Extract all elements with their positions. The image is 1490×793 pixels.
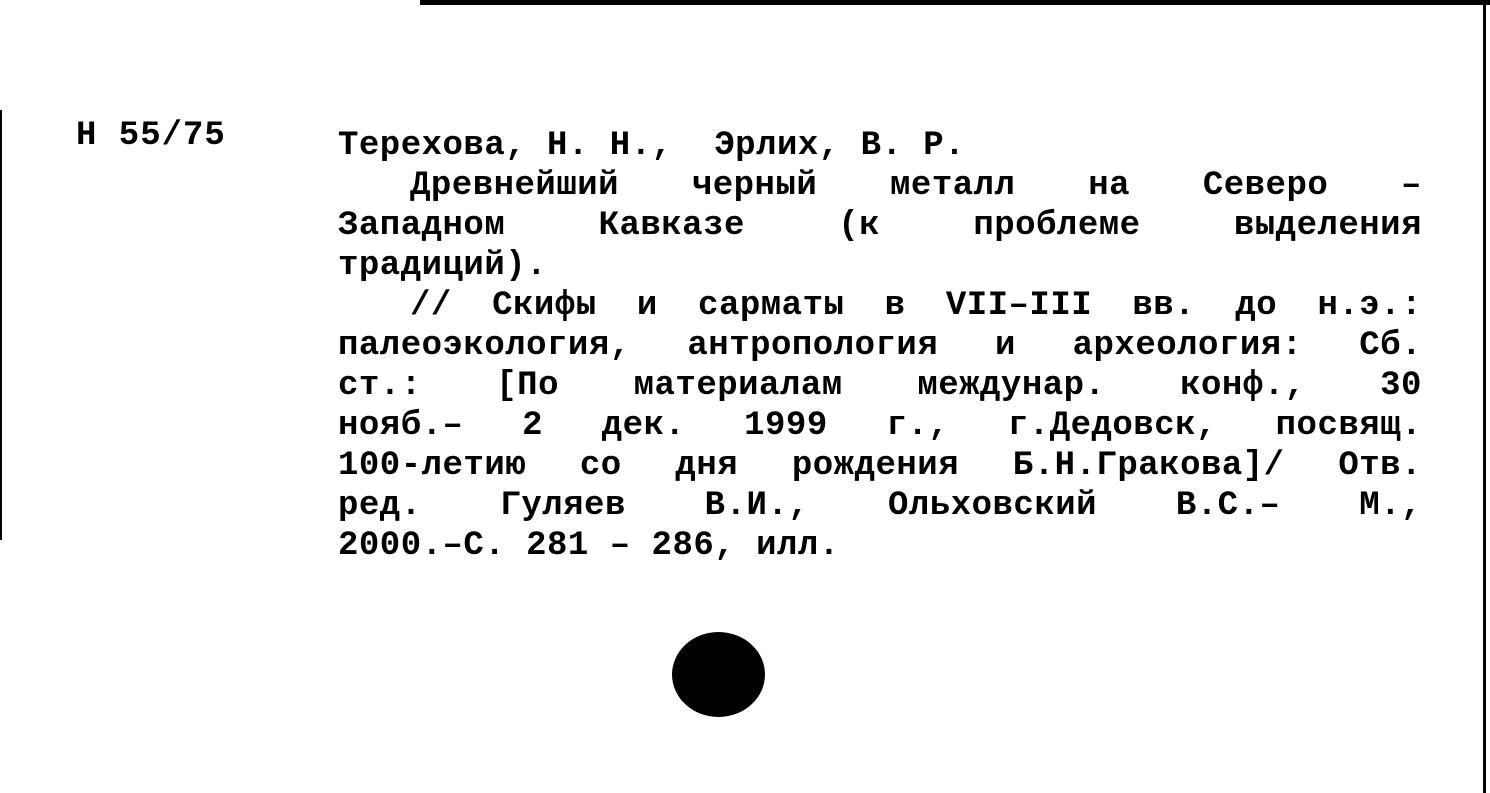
source-word: Сб. [1359,327,1422,365]
source-word: материалам [633,367,843,405]
source-word: палеоэкология, [338,327,631,365]
source-word: археология: [1072,327,1303,365]
source-word: посвящ. [1275,407,1422,445]
title-block [338,166,1422,286]
source-word: 1999 [744,407,828,445]
source-word: рождения [791,447,960,485]
source-word: Гуляев [500,487,626,525]
source-word: в [884,287,906,325]
source-word: 100-летию [338,447,527,485]
title-line [338,166,1422,206]
card-left-edge [0,110,2,540]
source-line [338,446,1422,486]
source-word: конф., [1180,367,1306,405]
source-word: М., [1359,487,1422,525]
source-line [338,486,1422,526]
source-line [338,326,1422,366]
title-word: проблеме [973,207,1141,245]
card-right-edge [1483,0,1486,793]
source-word: г., [886,407,950,445]
source-word: антропология [687,327,939,365]
title-word: Древнейший [410,167,620,205]
source-word: // [410,287,452,325]
authors-line: Терехова, Н. Н., Эрлих, В. Р. [338,127,966,165]
title-word: на [1088,167,1131,205]
source-word: сарматы [698,287,845,325]
source-word: междунар. [917,367,1106,405]
source-word: дек. [601,407,686,445]
source-line [338,366,1422,406]
source-word: В.И., [704,487,810,525]
source-word: и [636,287,658,325]
source-word: ст.: [338,367,422,405]
source-block [338,286,1422,566]
source-word: до [1235,287,1278,325]
title-line: традиций). [338,247,548,285]
title-word: – [1401,167,1422,205]
source-word: Б.Н.Гракова]/ [1012,447,1285,485]
source-word: Скифы [492,287,597,325]
source-word: VII–III [945,287,1093,325]
source-word: 2 [522,407,544,445]
title-word: Северо [1202,167,1329,205]
source-word: Отв. [1338,447,1422,485]
source-word: г.Дедовск, [1007,407,1217,445]
card-punch-hole [672,632,765,717]
source-word: Ольховский [888,487,1098,525]
card-top-edge [420,0,1490,5]
source-word: 30 [1380,367,1422,405]
title-word: Западном [338,207,506,245]
title-word: металл [890,167,1016,205]
bibliographic-entry [338,126,1422,566]
source-line: 2000.–С. 281 – 286, илл. [338,527,840,565]
source-line [338,406,1422,446]
source-word: со [579,447,622,485]
source-word: В.С.– [1175,487,1281,525]
title-word: выделения [1233,207,1422,245]
source-word: н.э.: [1317,287,1422,325]
source-word: дня [675,447,739,485]
source-word: нояб.– [338,407,464,445]
source-line [338,286,1422,326]
title-word: Кавказе [598,207,745,245]
title-word: (к [838,207,880,245]
source-word: и [994,327,1016,365]
title-word: черный [691,167,818,205]
source-word: вв. [1132,287,1196,325]
title-line [338,206,1422,246]
shelf-mark: Н 55/75 [76,117,226,155]
source-word: ред. [338,487,422,525]
source-word: [По [496,367,559,405]
